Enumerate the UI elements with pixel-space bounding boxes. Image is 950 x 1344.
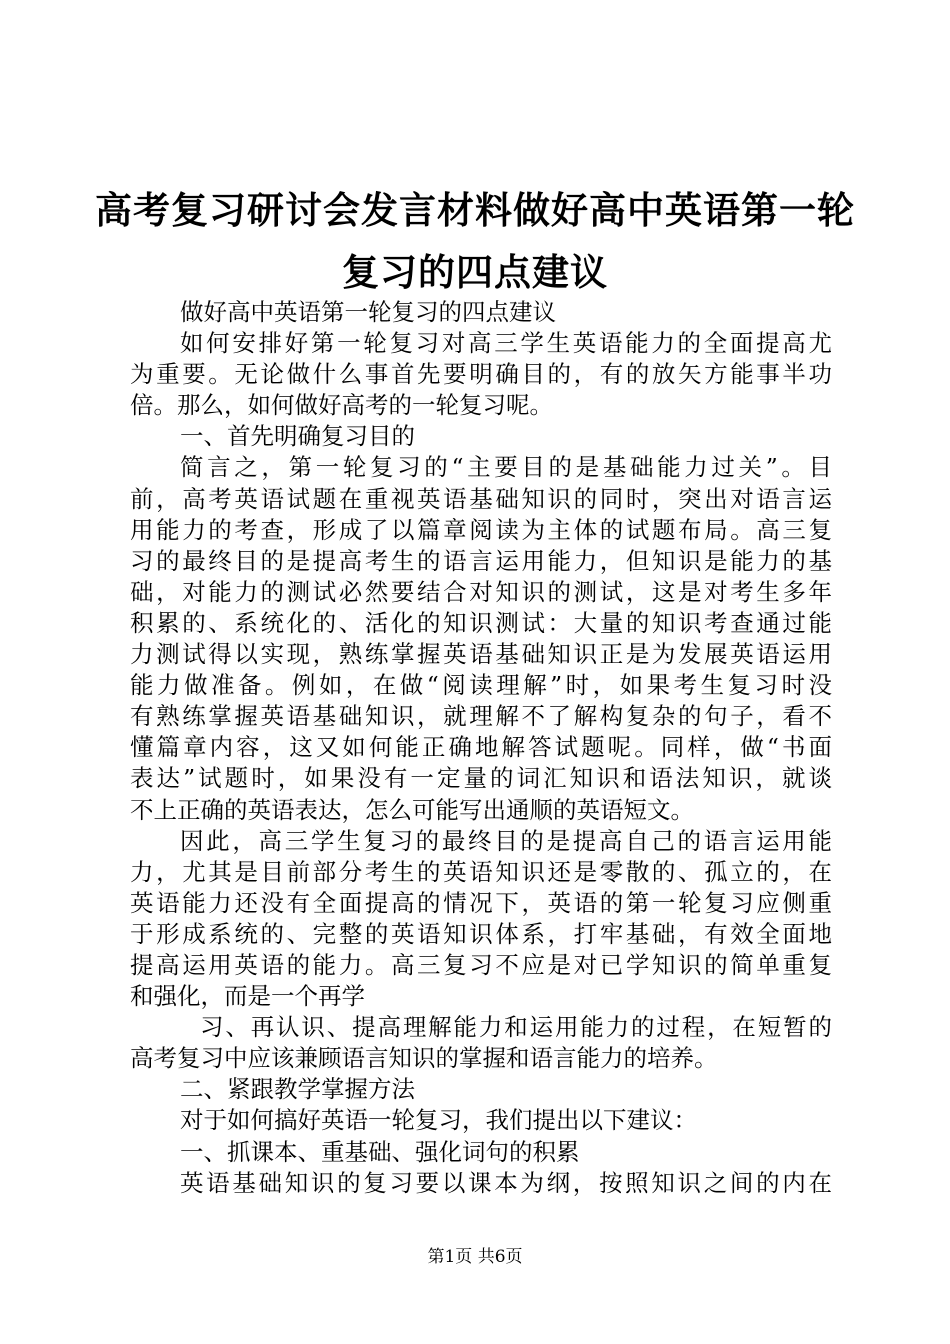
title-line-2: 复习的四点建议 [342, 251, 608, 294]
text-line: 英语能力还没有全面提高的情况下，英语的第一轮复习应侧重 [130, 888, 832, 917]
text-line: 和强化，而是一个再学 [130, 982, 365, 1011]
text-line: 二、紧跟教学掌握方法 [180, 1075, 415, 1104]
text-line: 高考复习中应该兼顾语言知识的掌握和语言能力的培养。 [130, 1044, 718, 1073]
text-line: 对于如何搞好英语一轮复习，我们提出以下建议： [180, 1106, 697, 1135]
text-line: 懂篇章内容，这又如何能正确地解答试题呢。同样，做“书面 [130, 733, 832, 762]
text-line: 用能力的考查，形成了以篇章阅读为主体的试题布局。高三复 [130, 515, 832, 544]
text-line: 于形成系统的、完整的英语知识体系，打牢基础，有效全面地 [130, 919, 832, 948]
page-footer: 第1页 共6页 [427, 1247, 523, 1267]
text-line: 习的最终目的是提高考生的语言运用能力，但知识是能力的基 [130, 546, 832, 575]
document-body [130, 297, 832, 1199]
text-line: 一、抓课本、重基础、强化词句的积累 [180, 1137, 580, 1166]
text-line: 为重要。无论做什么事首先要明确目的，有的放矢方能事半功 [130, 360, 832, 389]
text-line: 提高运用英语的能力。高三复习不应是对已学知识的简单重复 [130, 950, 832, 979]
text-line: 积累的、系统化的、活化的知识测试：大量的知识考查通过能 [130, 608, 832, 637]
text-line: 有熟练掌握英语基础知识，就理解不了解构复杂的句子，看不 [130, 702, 832, 731]
text-line: 倍。那么，如何做好高考的一轮复习呢。 [130, 391, 553, 420]
document-title [0, 180, 950, 304]
text-line: 做好高中英语第一轮复习的四点建议 [180, 298, 556, 326]
text-line: 简言之，第一轮复习的“主要目的是基础能力过关”。目 [180, 453, 832, 482]
title-line-1: 高考复习研讨会发言材料做好高中英语第一轮 [95, 189, 855, 232]
text-line: 础，对能力的测试必然要结合对知识的测试，这是对考生多年 [130, 577, 832, 606]
text-line: 因此，高三学生复习的最终目的是提高自己的语言运用能 [180, 826, 832, 855]
text-line: 英语基础知识的复习要以课本为纲，按照知识之间的内在 [180, 1168, 832, 1197]
text-line: 一、首先明确复习目的 [180, 422, 415, 451]
text-line: 力，尤其是目前部分考生的英语知识还是零散的、孤立的，在 [130, 857, 832, 886]
text-line: 力测试得以实现，熟练掌握英语基础知识正是为发展英语运用 [130, 640, 832, 669]
text-line: 表达”试题时，如果没有一定量的词汇知识和语法知识，就谈 [130, 764, 832, 793]
text-line: 能力做准备。例如，在做“阅读理解”时，如果考生复习时没 [130, 671, 832, 700]
text-line: 习、再认识、提高理解能力和运用能力的过程，在短暂的 [200, 1013, 832, 1042]
text-line: 不上正确的英语表达，怎么可能写出通顺的英语短文。 [130, 795, 694, 824]
text-line: 前，高考英语试题在重视英语基础知识的同时，突出对语言运 [130, 484, 832, 513]
text-line: 如何安排好第一轮复习对高三学生英语能力的全面提高尤 [180, 329, 832, 358]
